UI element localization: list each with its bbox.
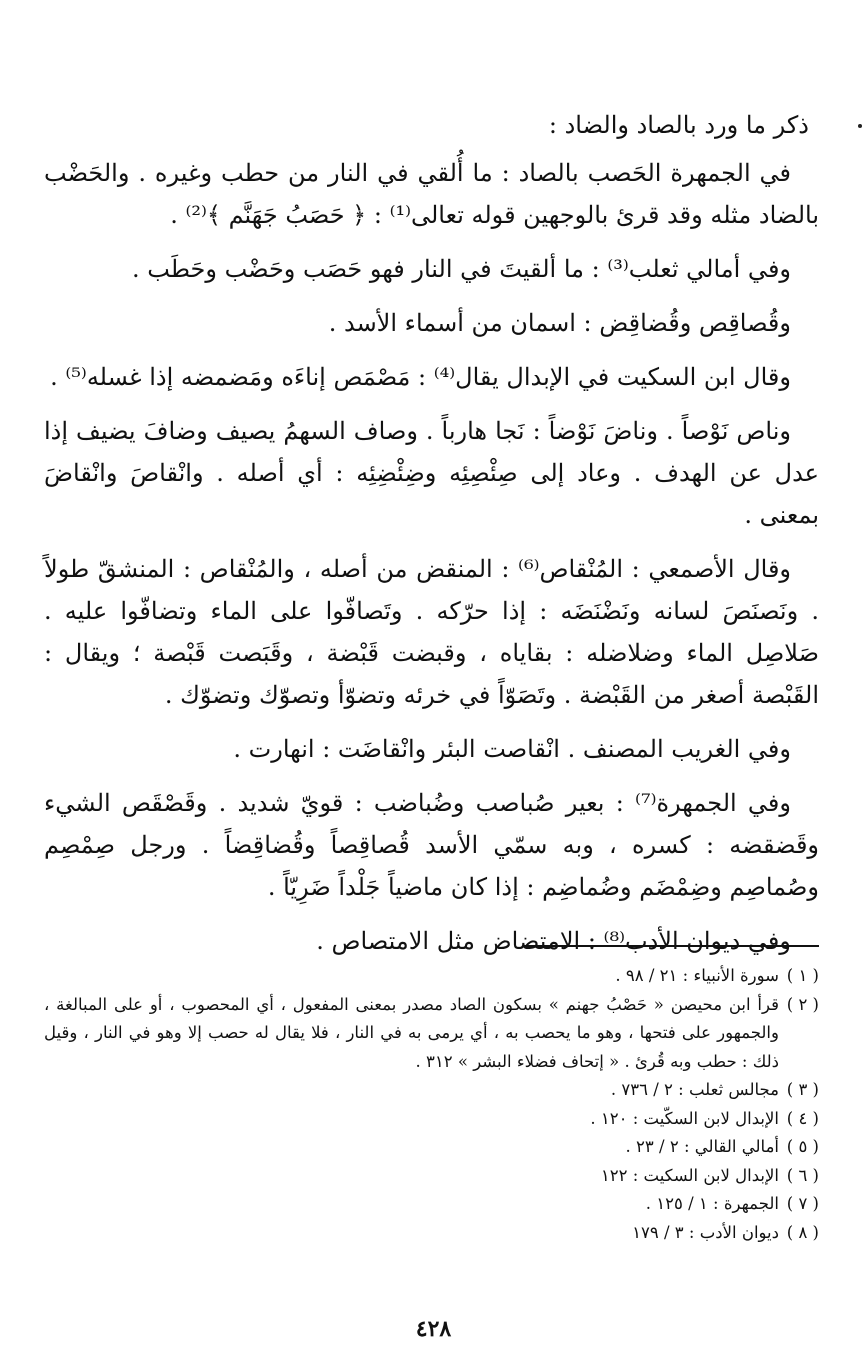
paragraph-amali-thalab: وفي أمالي ثعلب⁽³⁾ : ما ألقيتَ في النار فهو حَصَب وحَضْب وحَطَب . [132, 255, 791, 283]
footnote-item [44, 1105, 819, 1134]
footnote-number: ( ٣ ) [786, 1080, 819, 1099]
margin-mark [858, 124, 862, 128]
footnote-text: الجمهرة : ١ / ١٢٥ . [645, 1194, 779, 1213]
footnote-number: ( ٤ ) [786, 1108, 819, 1128]
paragraph-ibn-sikkit: وقال ابن السكيت في الإبدال يقال⁽⁴⁾ : مَصْمَص إناءَه ومَضمضه إذا غسله⁽⁵⁾ . [50, 363, 791, 391]
footnote-item [44, 1190, 819, 1219]
footnote-text: الإبدال لابن السكيت : ١٢٢ [600, 1165, 779, 1185]
footnote-item [44, 962, 819, 991]
section-heading: ذكر ما ورد بالصاد والضاد : [548, 111, 809, 139]
paragraph-gharib-musannaf: وفي الغريب المصنف . انْقاصت البئر وانْقاضَت : انهارت . [233, 735, 791, 763]
footnote-number: ( ١ ) [786, 966, 819, 985]
footnote-number: ( ٧ ) [786, 1194, 819, 1213]
footnotes [44, 962, 819, 1247]
footnote-number: ( ٥ ) [786, 1137, 819, 1156]
footnote-item [44, 1076, 819, 1105]
footnote-number: ( ٦ ) [786, 1165, 819, 1185]
footnote-item [44, 1219, 819, 1248]
page-number: ٤٢٨ [415, 1316, 452, 1342]
paragraph-jamhara-hasab: في الجمهرة الحَصب بالصاد : ما أُلقي في النار من حطب وغيره . والحَضْب بالضاد مثله وقد قرئ بالوجهين قوله تعالى⁽¹⁾ : ﴿ حَصَبُ جَهَنَّم ﴾⁽²⁾ . [44, 159, 819, 229]
footnote-text: سورة الأنبياء : ٢١ / ٩٨ . [615, 966, 779, 985]
footnote-number: ( ٨ ) [786, 1222, 819, 1242]
footnote-text: أمالي القالي : ٢ / ٢٣ . [625, 1137, 779, 1156]
footnote-item [44, 1133, 819, 1162]
footnote-text: قرأ ابن محيصن « حَصْبُ جهنم » بسكون الصاد مصدر بمعنى المفعول ، أي المحصوب ، أو على المبالغة ، والجمهور على فتحها ، وهو ما يحصب به ، أي يرمى به في النار ، فلا يقال له حصب إلا وهو في النار ، وقيل ذلك : حطب وبه قُرئ . « إتحاف فضلاء البشر » ٣١٢ . [44, 994, 779, 1071]
footnote-item [44, 991, 819, 1077]
footnote-text: الإبدال لابن السكّيت : ١٢٠ . [590, 1108, 779, 1128]
footnote-text: مجالس ثعلب : ٢ / ٧٣٦ . [610, 1080, 779, 1099]
paragraph-nas-naws: وناص نَوْصاً . وناضَ نَوْضاً : نَجا هارباً . وصاف السهمُ يصيف وضافَ يضيف إذا عدل عن الهدف . وعاد إلى صِئْصِئِه وضِئْضِئِه : أي أصله . وانْقاصَ وانْقاضَ بمعنى . [44, 417, 819, 529]
paragraph-jamhara-subasib: وفي الجمهرة⁽⁷⁾ : بعير صُباصب وضُباضب : قويّ شديد . وقَصْقَص الشيء وقَضقضه : كسره ، وبه سمّي الأسد قُصاقِصاً وقُضاقِضاً . ورجل صِمْصِم وصُماصِم وضِمْضَم وضُماضِم : إذا كان ماضياً جَلْداً ضَرِيّاً . [44, 789, 819, 901]
footnote-separator [523, 945, 819, 947]
footnote-text: ديوان الأدب : ٣ / ١٧٩ [632, 1222, 779, 1242]
footnote-item [44, 1162, 819, 1191]
paragraph-qusaqis: وقُصاقِص وقُضاقِض : اسمان من أسماء الأسد . [328, 309, 791, 337]
paragraph-diwan-adab: وفي ديوان الأدب⁽⁸⁾ : الامتضاض مثل الامتصاص . [316, 927, 791, 955]
main-text [44, 104, 819, 974]
paragraph-asmai: وقال الأصمعي : المُنْقاص⁽⁶⁾ : المنقض من أصله ، والمُنْقاص : المنشقّ طولاً . ونَصنَصَ لسانه ونَضْنَضَه : إذا حرّكه . وتَصافّوا على الماء وتضافّوا عليه . صَلاصِل الماء وضلاضله : بقاياه ، وقبضت قَبْضة ، وقَبَصت قَبْصة ؛ ويقال : القَبْصة أصغر من القَبْضة . وتَصَوّاً في خرئه وتضوّأ وتصوّك وتضوّك . [44, 555, 819, 709]
footnote-number: ( ٢ ) [786, 994, 819, 1014]
